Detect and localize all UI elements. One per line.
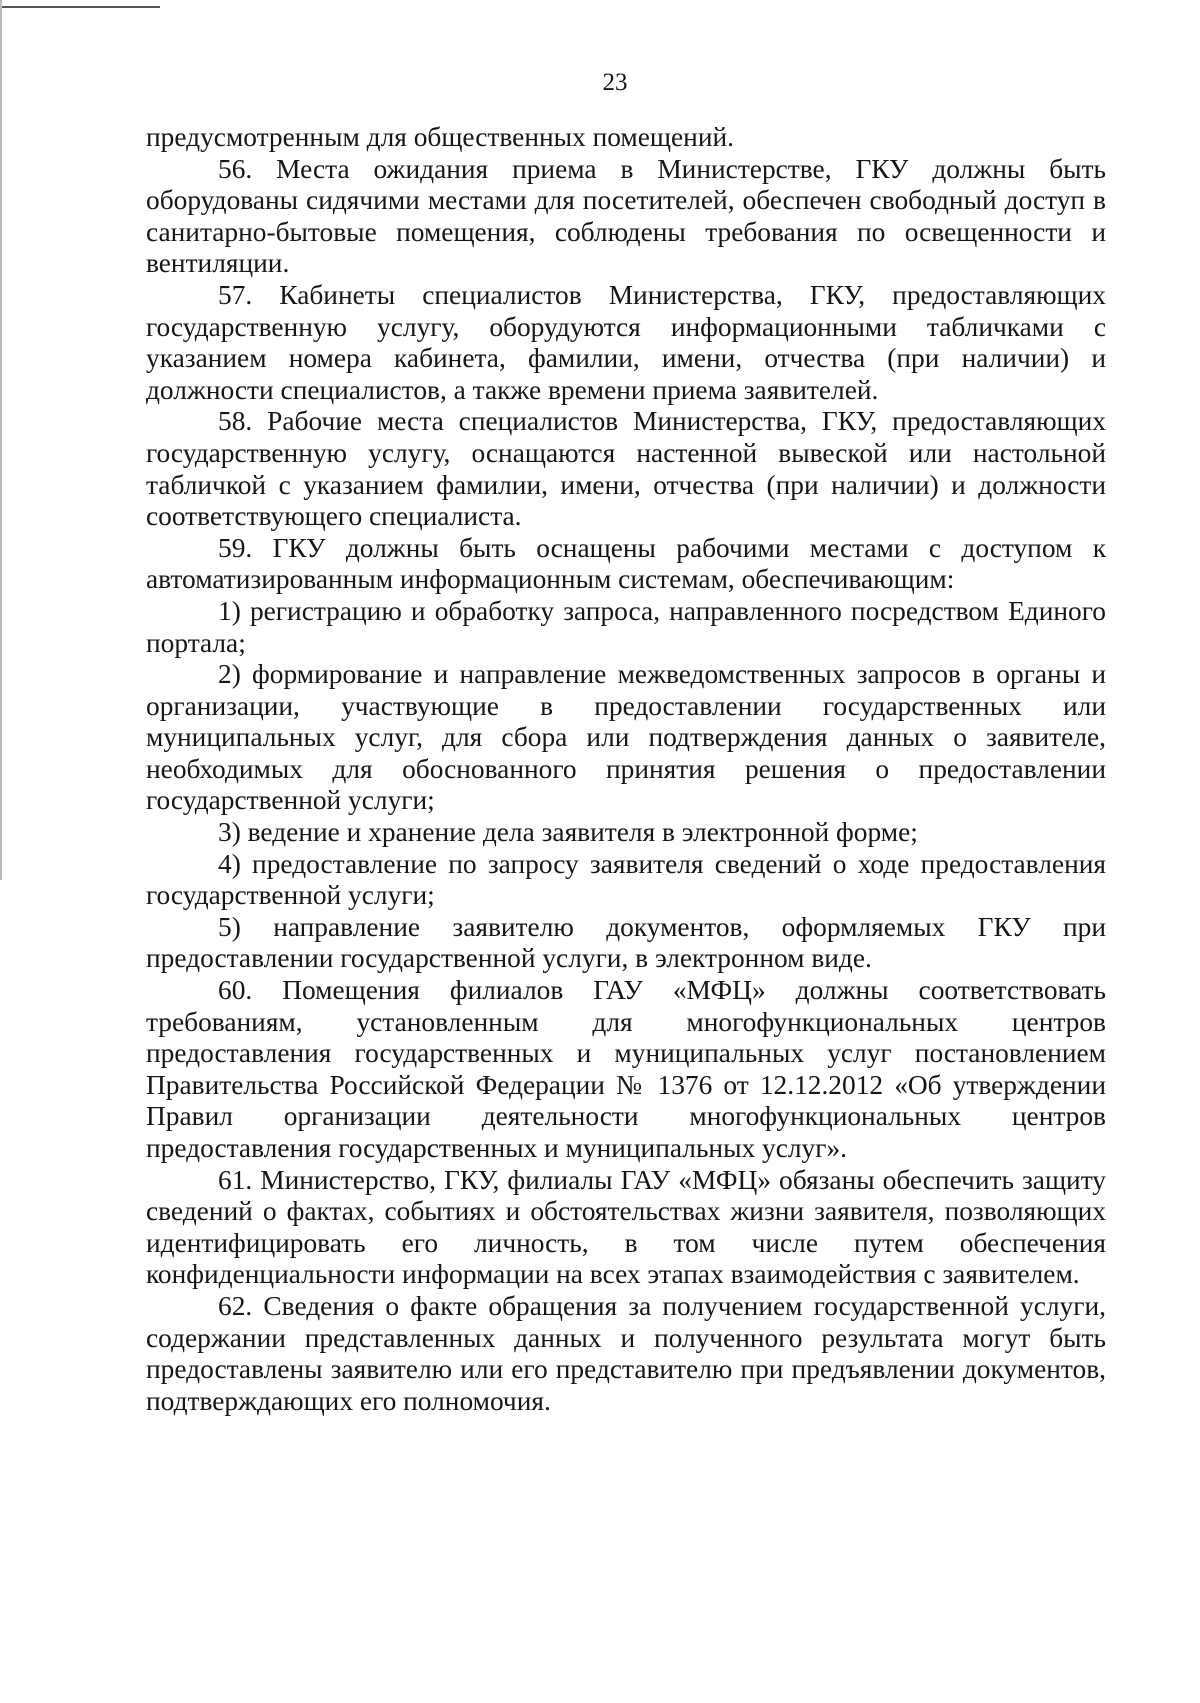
scan-artifact-line [0,6,160,8]
page-number: 23 [602,69,628,96]
paragraph-continuation: предусмотренным для общественных помещений. [146,122,734,152]
paragraph-58: 58. Рабочие места специалистов Министерства, ГКУ, предоставляющих государственную услугу, оснащаются настенной вывеской или настольной табличкой с указанием фамилии, имени, отчества (при наличии) и должности соответствующего специалиста. [146,406,1106,532]
scan-artifact-edge [0,0,2,880]
paragraph-59-item-2: 2) формирование и направление межведомственных запросов в органы и организации, участвующие в предоставлении государственных или муниципальных услуг, для сбора или подтверждения данных о заявителе, необходимых для обоснованного принятия решения о предоставлении государственной услуги; [146,659,1106,816]
paragraph-61: 61. Министерство, ГКУ, филиалы ГАУ «МФЦ» обязаны обеспечить защиту сведений о фактах, событиях и обстоятельствах жизни заявителя, позволяющих идентифицировать его личность, в том числе путем обеспечения конфиденциальности информации на всех этапах взаимодействия с заявителем. [146,1164,1106,1290]
document-body [146,122,1106,1417]
paragraph-57: 57. Кабинеты специалистов Министерства, ГКУ, предоставляющих государственную услугу, оборудуются информационными табличками с указанием номера кабинета, фамилии, имени, отчества (при наличии) и должности специалистов, а также времени приема заявителей. [146,279,1106,405]
paragraph-59: 59. ГКУ должны быть оснащены рабочими местами с доступом к автоматизированным информационным системам, обеспечивающим: [146,532,1106,595]
paragraph-62: 62. Сведения о факте обращения за получением государственной услуги, содержании представленных данных и полученного результата могут быть предоставлены заявителю или его представителю при предъявлении документов, подтверждающих его полномочия. [146,1290,1106,1416]
paragraph-56: 56. Места ожидания приема в Министерстве, ГКУ должны быть оборудованы сидячими местами для посетителей, обеспечен свободный доступ в санитарно-бытовые помещения, соблюдены требования по освещенности и вентиляции. [146,153,1106,279]
paragraph-59-item-3: 3) ведение и хранение дела заявителя в электронной форме; [218,817,918,848]
paragraph-60: 60. Помещения филиалов ГАУ «МФЦ» должны соответствовать требованиям, установленным для многофункциональных центров предоставления государственных и муниципальных услуг постановлением Правительства Российской Федерации № 1376 от 12.12.2012 «Об утверждении Правил организации деятельности многофункциональных центров предоставления государственных и муниципальных услуг». [146,975,1106,1163]
paragraph-59-item-4: 4) предоставление по запросу заявителя сведений о ходе предоставления государственной услуги; [146,848,1106,911]
paragraph-59-item-5: 5) направление заявителю документов, оформляемых ГКУ при предоставлении государственной услуги, в электронном виде. [146,911,1106,974]
paragraph-59-item-1: 1) регистрацию и обработку запроса, направленного посредством Единого портала; [146,595,1106,658]
